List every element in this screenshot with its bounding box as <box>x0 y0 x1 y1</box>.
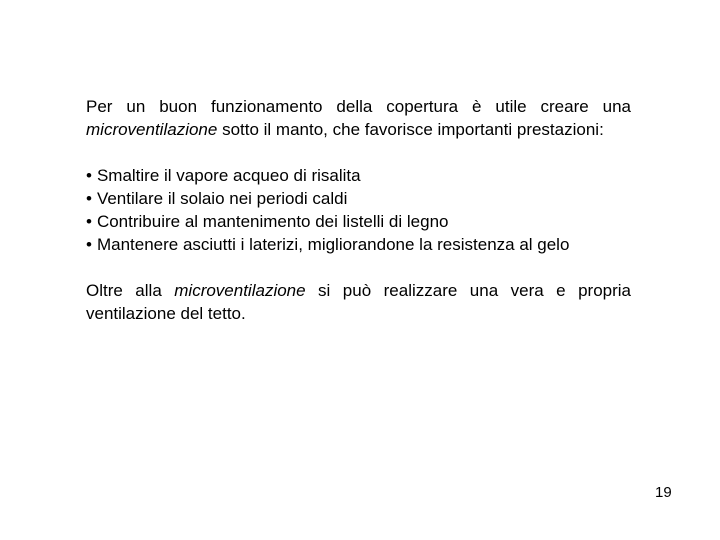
intro-paragraph <box>86 95 631 141</box>
bullet-icon: • <box>86 166 92 185</box>
intro-emphasis: microventilazione <box>86 120 218 139</box>
intro-text-end: sotto il manto, che favorisce importanti prestazioni: <box>217 120 604 139</box>
closing-text-start: Oltre alla <box>86 281 175 300</box>
list-item <box>86 164 631 187</box>
closing-paragraph <box>86 279 631 325</box>
list-item-text: Contribuire al mantenimento dei listelli di legno <box>96 212 449 231</box>
slide-body <box>86 95 631 325</box>
bullet-icon: • <box>86 189 92 208</box>
list-item-text: Smaltire il vapore acqueo di risalita <box>96 166 361 185</box>
list-item <box>86 187 631 210</box>
page-number: 19 <box>655 484 672 501</box>
bullet-icon: • <box>86 235 92 254</box>
list-item <box>86 233 631 256</box>
list-item <box>86 210 631 233</box>
benefits-list <box>86 164 631 256</box>
closing-emphasis: microventilazione <box>174 281 306 300</box>
list-item-text: Ventilare il solaio nei periodi caldi <box>96 189 348 208</box>
intro-text-start: Per un buon funzionamento della copertura è utile creare una <box>86 97 631 116</box>
list-item-text: Mantenere asciutti i laterizi, migliorandone la resistenza al gelo <box>96 235 570 254</box>
bullet-icon: • <box>86 212 92 231</box>
closing-text-end: si può realizzare una vera e propria ventilazione del tetto. <box>86 281 632 323</box>
